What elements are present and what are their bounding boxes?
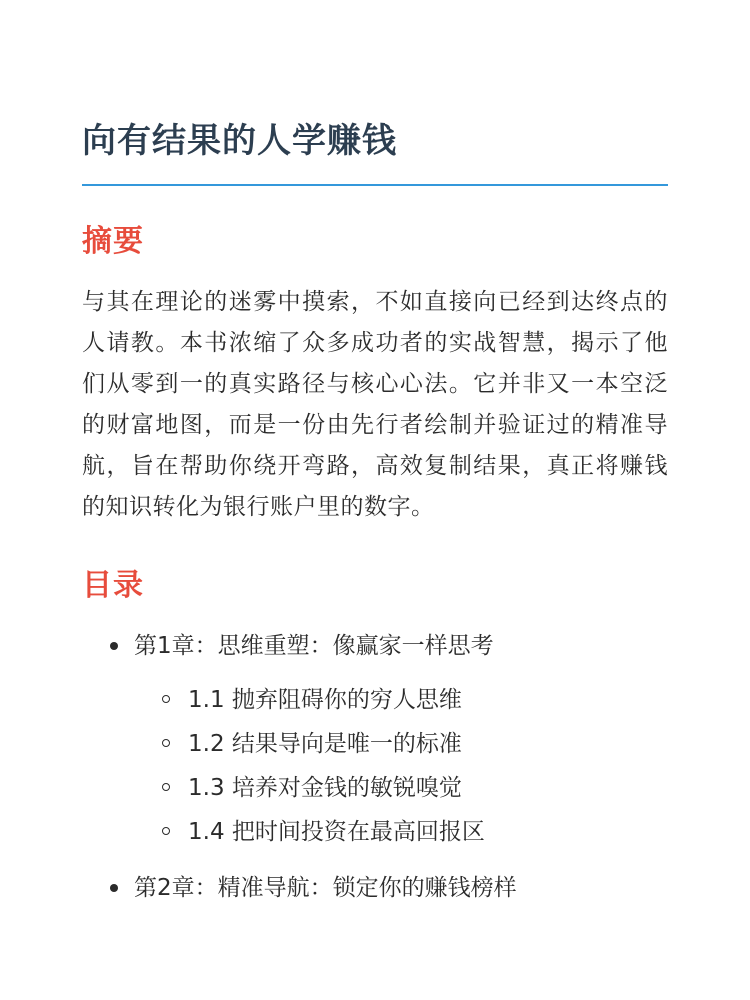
bullet-circle-icon <box>162 695 170 703</box>
toc-sublist <box>134 678 668 854</box>
section-label: 1.2 结果导向是唯一的标准 <box>188 731 462 757</box>
toc-section-1-1[interactable] <box>162 678 668 722</box>
toc-list <box>82 626 668 908</box>
toc-section-1-4[interactable] <box>162 810 668 854</box>
section-label: 1.4 把时间投资在最高回报区 <box>188 819 485 845</box>
bullet-dot-icon <box>110 884 118 892</box>
chapter-label: 第2章：精准导航：锁定你的赚钱榜样 <box>134 875 517 901</box>
section-label: 1.3 培养对金钱的敏锐嗅觉 <box>188 775 462 801</box>
toc-section-1-2[interactable] <box>162 722 668 766</box>
bullet-circle-icon <box>162 783 170 791</box>
bullet-dot-icon <box>110 642 118 650</box>
toc-chapter-2[interactable] <box>106 868 668 908</box>
toc-section-1-3[interactable] <box>162 766 668 810</box>
chapter-label: 第1章：思维重塑：像赢家一样思考 <box>134 633 494 659</box>
toc-chapter-1[interactable] <box>106 626 668 854</box>
abstract-text: 与其在理论的迷雾中摸索，不如直接向已经到达终点的人请教。本书浓缩了众多成功者的实战智慧，揭示了他们从零到一的真实路径与核心心法。它并非又一本空泛的财富地图，而是一份由先行者绘制并验证过的精准导航，旨在帮助你绕开弯路，高效复制结果，真正将赚钱的知识转化为银行账户里的数字。 <box>82 289 668 520</box>
section-label: 1.1 抛弃阻碍你的穷人思维 <box>188 687 462 713</box>
bullet-circle-icon <box>162 739 170 747</box>
abstract-heading: 摘要 <box>82 224 144 259</box>
title-divider <box>82 184 668 186</box>
bullet-circle-icon <box>162 827 170 835</box>
document-title: 向有结果的人学赚钱 <box>82 121 397 161</box>
toc-heading: 目录 <box>82 568 144 603</box>
